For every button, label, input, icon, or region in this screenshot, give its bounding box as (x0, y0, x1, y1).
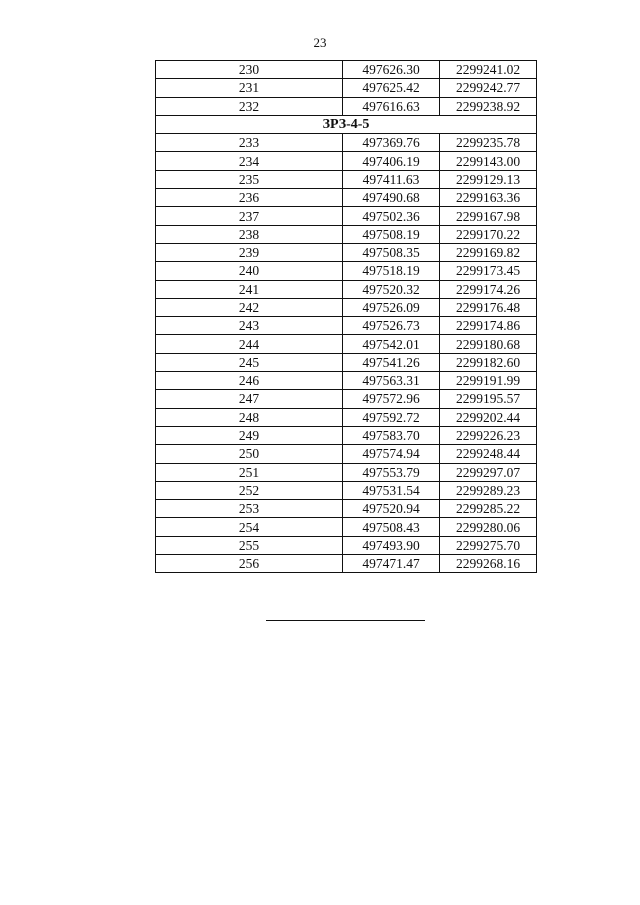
table-row (156, 445, 537, 463)
table-row (156, 536, 537, 554)
table-row (156, 390, 537, 408)
point-number-cell: 234 (156, 152, 343, 170)
point-number-cell: 240 (156, 262, 343, 280)
x-coordinate-cell: 497493.90 (343, 536, 440, 554)
table-row (156, 408, 537, 426)
x-coordinate-cell: 497626.30 (343, 61, 440, 79)
point-number-cell: 233 (156, 134, 343, 152)
x-coordinate-cell: 497508.43 (343, 518, 440, 536)
y-coordinate-cell: 2299285.22 (440, 500, 537, 518)
coordinates-table (155, 60, 537, 573)
y-coordinate-cell: 2299173.45 (440, 262, 537, 280)
point-number-cell: 250 (156, 445, 343, 463)
end-rule (266, 620, 425, 621)
table-row (156, 298, 537, 316)
x-coordinate-cell: 497542.01 (343, 335, 440, 353)
x-coordinate-cell: 497508.19 (343, 225, 440, 243)
section-label: ЗРЗ-4-5 (156, 115, 537, 133)
y-coordinate-cell: 2299182.60 (440, 353, 537, 371)
point-number-cell: 239 (156, 243, 343, 261)
point-number-cell: 253 (156, 500, 343, 518)
point-number-cell: 249 (156, 426, 343, 444)
table-row (156, 97, 537, 115)
point-number-cell: 241 (156, 280, 343, 298)
x-coordinate-cell: 497490.68 (343, 189, 440, 207)
point-number-cell: 245 (156, 353, 343, 371)
table-row (156, 335, 537, 353)
x-coordinate-cell: 497518.19 (343, 262, 440, 280)
x-coordinate-cell: 497592.72 (343, 408, 440, 426)
point-number-cell: 248 (156, 408, 343, 426)
table-row (156, 463, 537, 481)
table-row (156, 353, 537, 371)
point-number-cell: 232 (156, 97, 343, 115)
y-coordinate-cell: 2299202.44 (440, 408, 537, 426)
table-row (156, 243, 537, 261)
x-coordinate-cell: 497526.09 (343, 298, 440, 316)
x-coordinate-cell: 497520.32 (343, 280, 440, 298)
table-row (156, 79, 537, 97)
x-coordinate-cell: 497625.42 (343, 79, 440, 97)
x-coordinate-cell: 497520.94 (343, 500, 440, 518)
table-row (156, 372, 537, 390)
x-coordinate-cell: 497406.19 (343, 152, 440, 170)
x-coordinate-cell: 497553.79 (343, 463, 440, 481)
point-number-cell: 243 (156, 317, 343, 335)
x-coordinate-cell: 497526.73 (343, 317, 440, 335)
table-row (156, 170, 537, 188)
y-coordinate-cell: 2299195.57 (440, 390, 537, 408)
y-coordinate-cell: 2299275.70 (440, 536, 537, 554)
y-coordinate-cell: 2299129.13 (440, 170, 537, 188)
point-number-cell: 244 (156, 335, 343, 353)
point-number-cell: 238 (156, 225, 343, 243)
point-number-cell: 237 (156, 207, 343, 225)
y-coordinate-cell: 2299235.78 (440, 134, 537, 152)
x-coordinate-cell: 497471.47 (343, 555, 440, 573)
point-number-cell: 242 (156, 298, 343, 316)
x-coordinate-cell: 497508.35 (343, 243, 440, 261)
point-number-cell: 236 (156, 189, 343, 207)
x-coordinate-cell: 497583.70 (343, 426, 440, 444)
table-row (156, 518, 537, 536)
y-coordinate-cell: 2299238.92 (440, 97, 537, 115)
y-coordinate-cell: 2299169.82 (440, 243, 537, 261)
y-coordinate-cell: 2299297.07 (440, 463, 537, 481)
coordinates-table-body (156, 61, 537, 573)
x-coordinate-cell: 497541.26 (343, 353, 440, 371)
table-row (156, 317, 537, 335)
x-coordinate-cell: 497572.96 (343, 390, 440, 408)
table-row (156, 280, 537, 298)
y-coordinate-cell: 2299289.23 (440, 481, 537, 499)
table-row (156, 61, 537, 79)
point-number-cell: 246 (156, 372, 343, 390)
y-coordinate-cell: 2299226.23 (440, 426, 537, 444)
table-row (156, 555, 537, 573)
table-row (156, 225, 537, 243)
y-coordinate-cell: 2299143.00 (440, 152, 537, 170)
point-number-cell: 255 (156, 536, 343, 554)
y-coordinate-cell: 2299248.44 (440, 445, 537, 463)
table-row (156, 500, 537, 518)
table-row (156, 262, 537, 280)
table-row (156, 426, 537, 444)
x-coordinate-cell: 497411.63 (343, 170, 440, 188)
y-coordinate-cell: 2299167.98 (440, 207, 537, 225)
table-row (156, 481, 537, 499)
x-coordinate-cell: 497563.31 (343, 372, 440, 390)
x-coordinate-cell: 497574.94 (343, 445, 440, 463)
point-number-cell: 256 (156, 555, 343, 573)
y-coordinate-cell: 2299242.77 (440, 79, 537, 97)
x-coordinate-cell: 497369.76 (343, 134, 440, 152)
y-coordinate-cell: 2299163.36 (440, 189, 537, 207)
point-number-cell: 230 (156, 61, 343, 79)
point-number-cell: 235 (156, 170, 343, 188)
x-coordinate-cell: 497531.54 (343, 481, 440, 499)
table-row (156, 189, 537, 207)
y-coordinate-cell: 2299241.02 (440, 61, 537, 79)
y-coordinate-cell: 2299174.26 (440, 280, 537, 298)
table-row (156, 207, 537, 225)
point-number-cell: 247 (156, 390, 343, 408)
section-header-row (156, 115, 537, 133)
page-number: 23 (313, 35, 327, 50)
y-coordinate-cell: 2299170.22 (440, 225, 537, 243)
y-coordinate-cell: 2299180.68 (440, 335, 537, 353)
point-number-cell: 231 (156, 79, 343, 97)
point-number-cell: 251 (156, 463, 343, 481)
point-number-cell: 252 (156, 481, 343, 499)
table-row (156, 134, 537, 152)
y-coordinate-cell: 2299280.06 (440, 518, 537, 536)
x-coordinate-cell: 497616.63 (343, 97, 440, 115)
point-number-cell: 254 (156, 518, 343, 536)
x-coordinate-cell: 497502.36 (343, 207, 440, 225)
table-row (156, 152, 537, 170)
y-coordinate-cell: 2299176.48 (440, 298, 537, 316)
y-coordinate-cell: 2299268.16 (440, 555, 537, 573)
y-coordinate-cell: 2299191.99 (440, 372, 537, 390)
y-coordinate-cell: 2299174.86 (440, 317, 537, 335)
